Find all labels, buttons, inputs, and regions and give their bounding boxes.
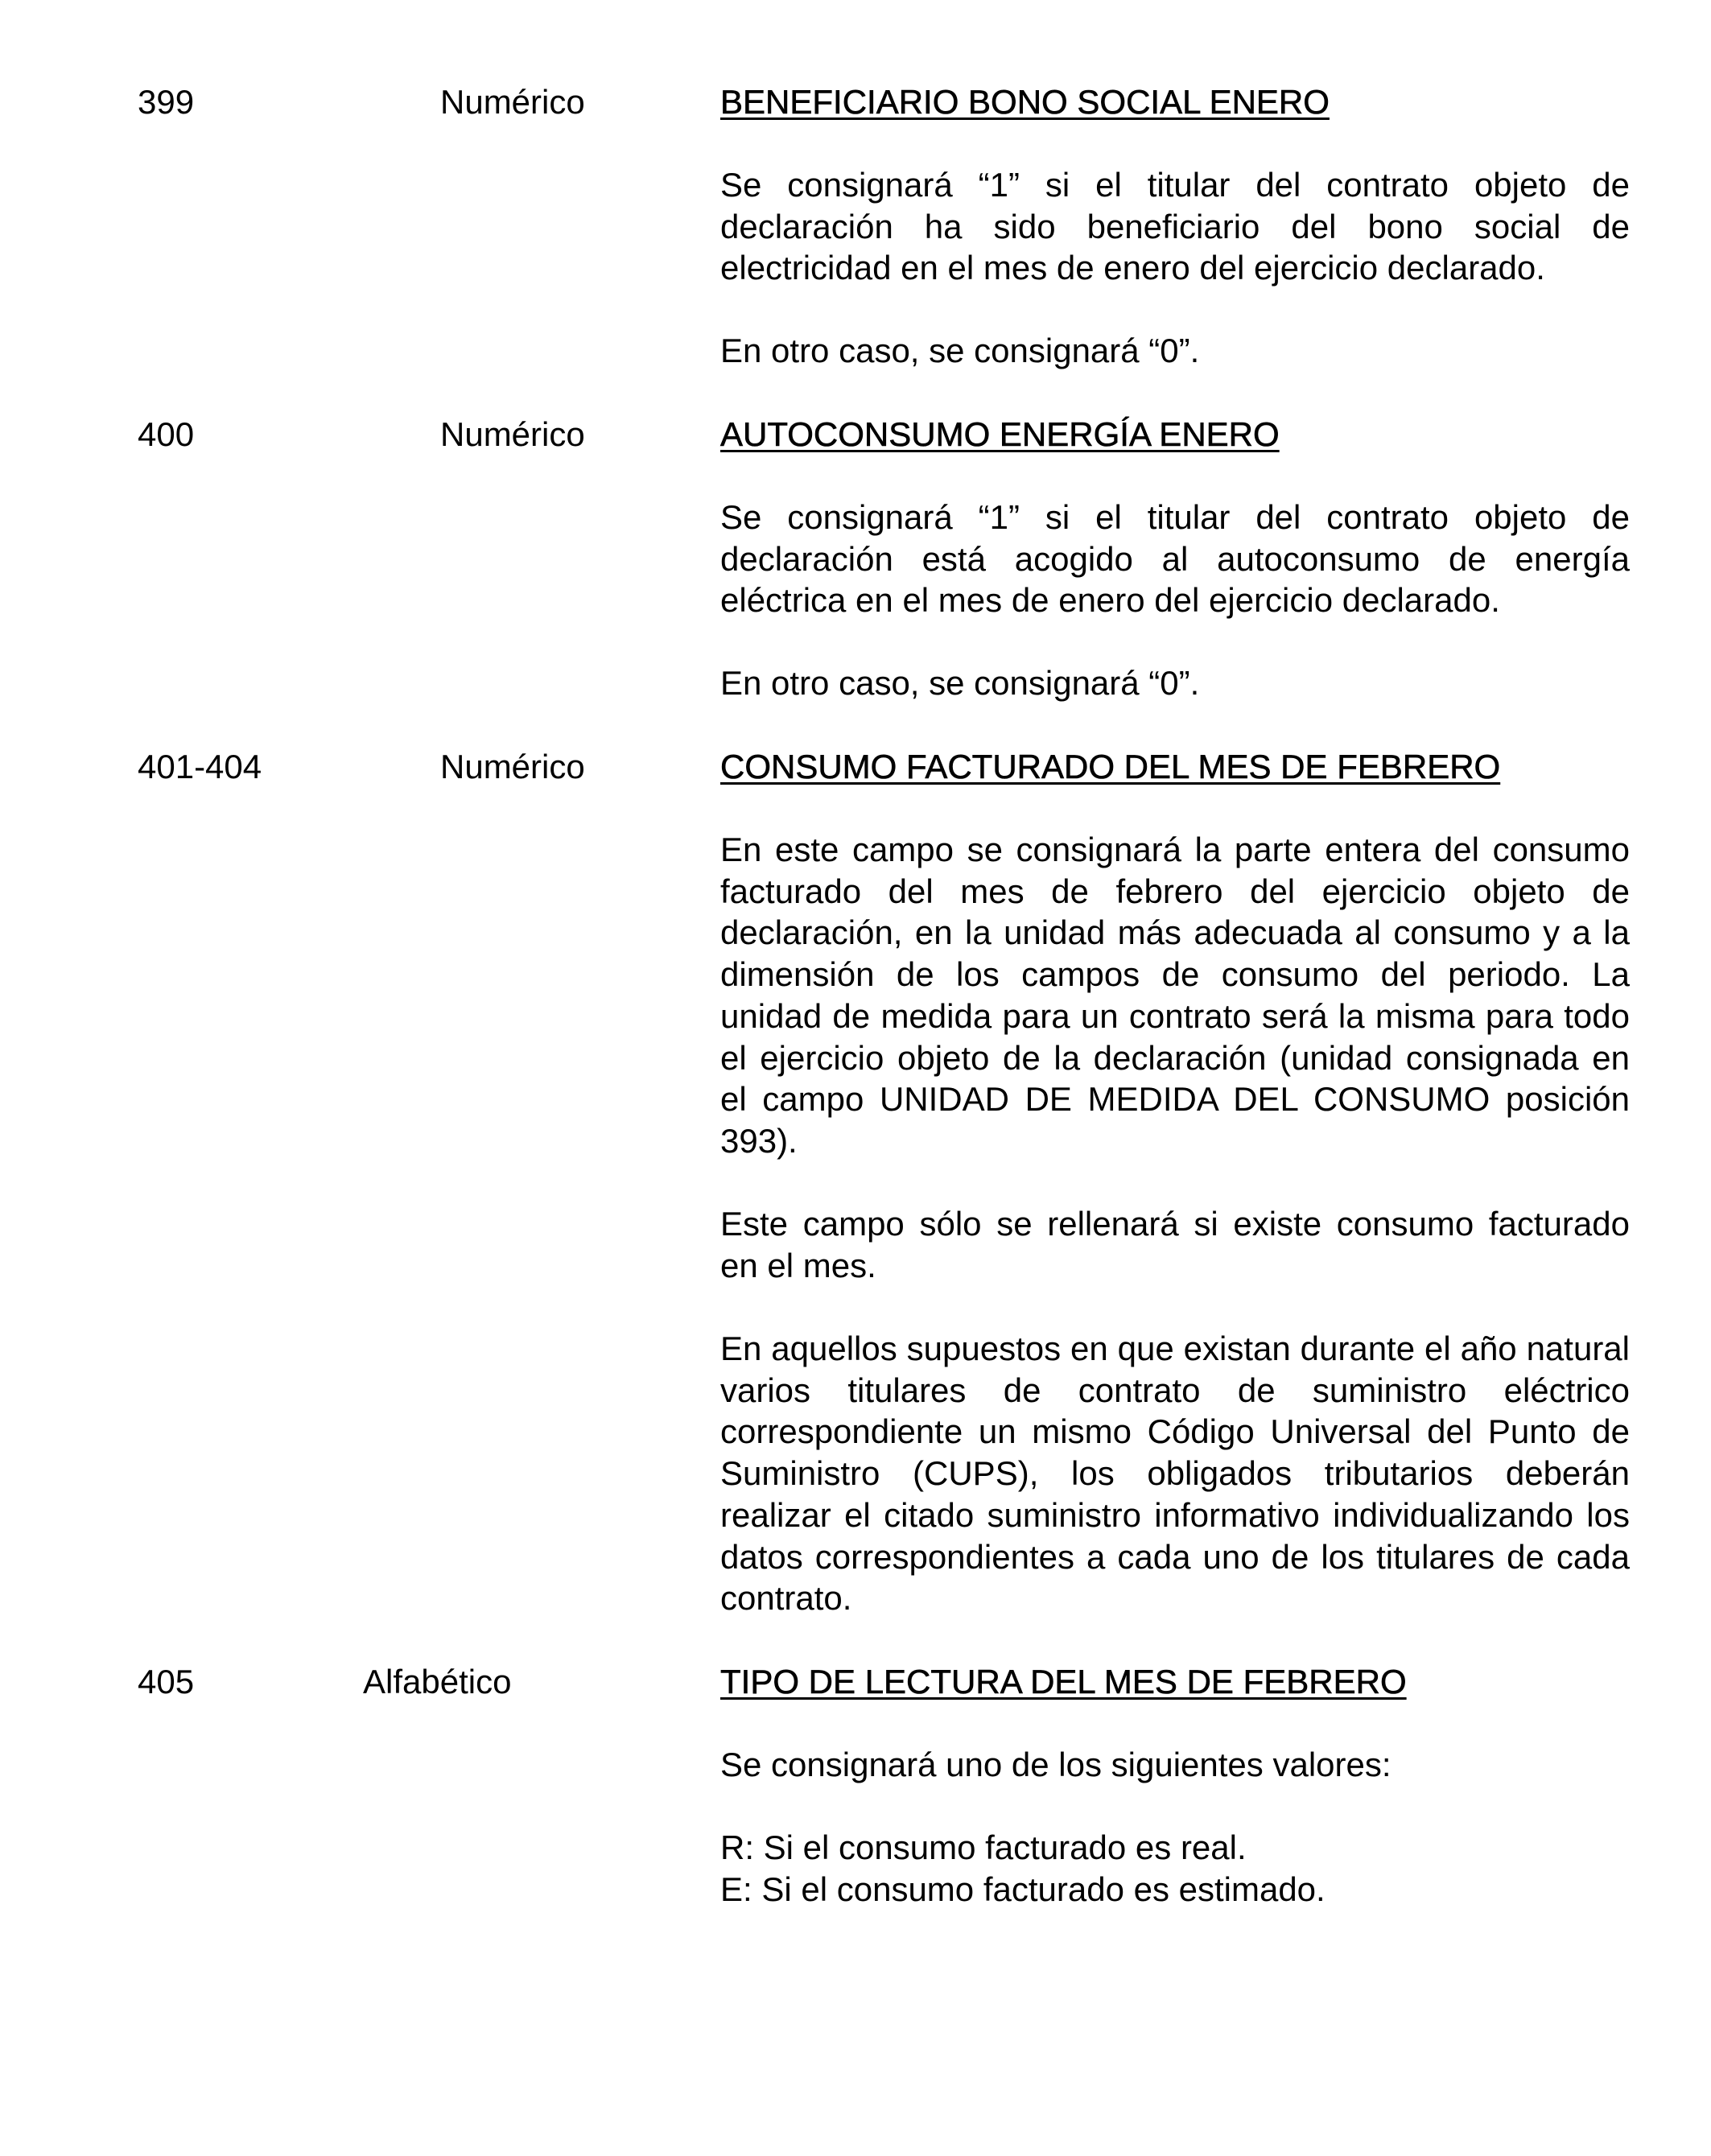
- value-option-r: R: Si el consumo facturado es real.: [720, 1828, 1247, 1866]
- field-position: 400: [138, 415, 195, 453]
- field-description: En este campo se consignará la parte entera del consumo facturado del mes de febrero del ejercicio objeto de declaración, en la unidad más adecuada al consumo y a la dimensión de los campos de consumo del periodo. La unidad de medida para un contrato será la misma para todo el ejercicio objeto de la declaración (unidad consignada en el campo UNIDAD DE MEDIDA DEL CONSUMO posición 393).: [720, 831, 1630, 1160]
- field-title: CONSUMO FACTURADO DEL MES DE FEBRERO: [720, 748, 1501, 785]
- field-description: En aquellos supuestos en que existan durante el año natural varios titulares de contrato de suministro eléctrico correspondiente un mismo Código Universal del Punto de Suministro (CUPS), los obligados tributarios deberán realizar el citado suministro informativo individualizando los datos correspondientes a cada uno de los titulares de cada contrato.: [720, 1329, 1630, 1618]
- field-title: TIPO DE LECTURA DEL MES DE FEBRERO: [720, 1663, 1407, 1700]
- field-description: Este campo sólo se rellenará si existe consumo facturado en el mes.: [720, 1205, 1630, 1284]
- field-type: Numérico: [440, 83, 585, 121]
- field-description: En otro caso, se consignará “0”.: [720, 332, 1200, 369]
- field-position: 399: [138, 83, 195, 121]
- field-description: Se consignará “1” si el titular del contrato objeto de declaración está acogido al autoconsumo de energía eléctrica en el mes de enero del ejercicio declarado.: [720, 498, 1630, 620]
- field-position: 401-404: [138, 748, 262, 785]
- field-description: Se consignará “1” si el titular del contrato objeto de declaración ha sido beneficiario del bono social de electricidad en el mes de enero del ejercicio declarado.: [720, 166, 1630, 287]
- field-description: En otro caso, se consignará “0”.: [720, 664, 1200, 702]
- field-type: Alfabético: [363, 1663, 512, 1700]
- field-title: AUTOCONSUMO ENERGÍA ENERO: [720, 415, 1280, 453]
- field-type: Numérico: [440, 748, 585, 785]
- field-description: Se consignará uno de los siguientes valores:: [720, 1746, 1391, 1783]
- field-position: 405: [138, 1663, 195, 1700]
- field-type: Numérico: [440, 415, 585, 453]
- field-title: BENEFICIARIO BONO SOCIAL ENERO: [720, 83, 1330, 121]
- value-option-e: E: Si el consumo facturado es estimado.: [720, 1870, 1326, 1908]
